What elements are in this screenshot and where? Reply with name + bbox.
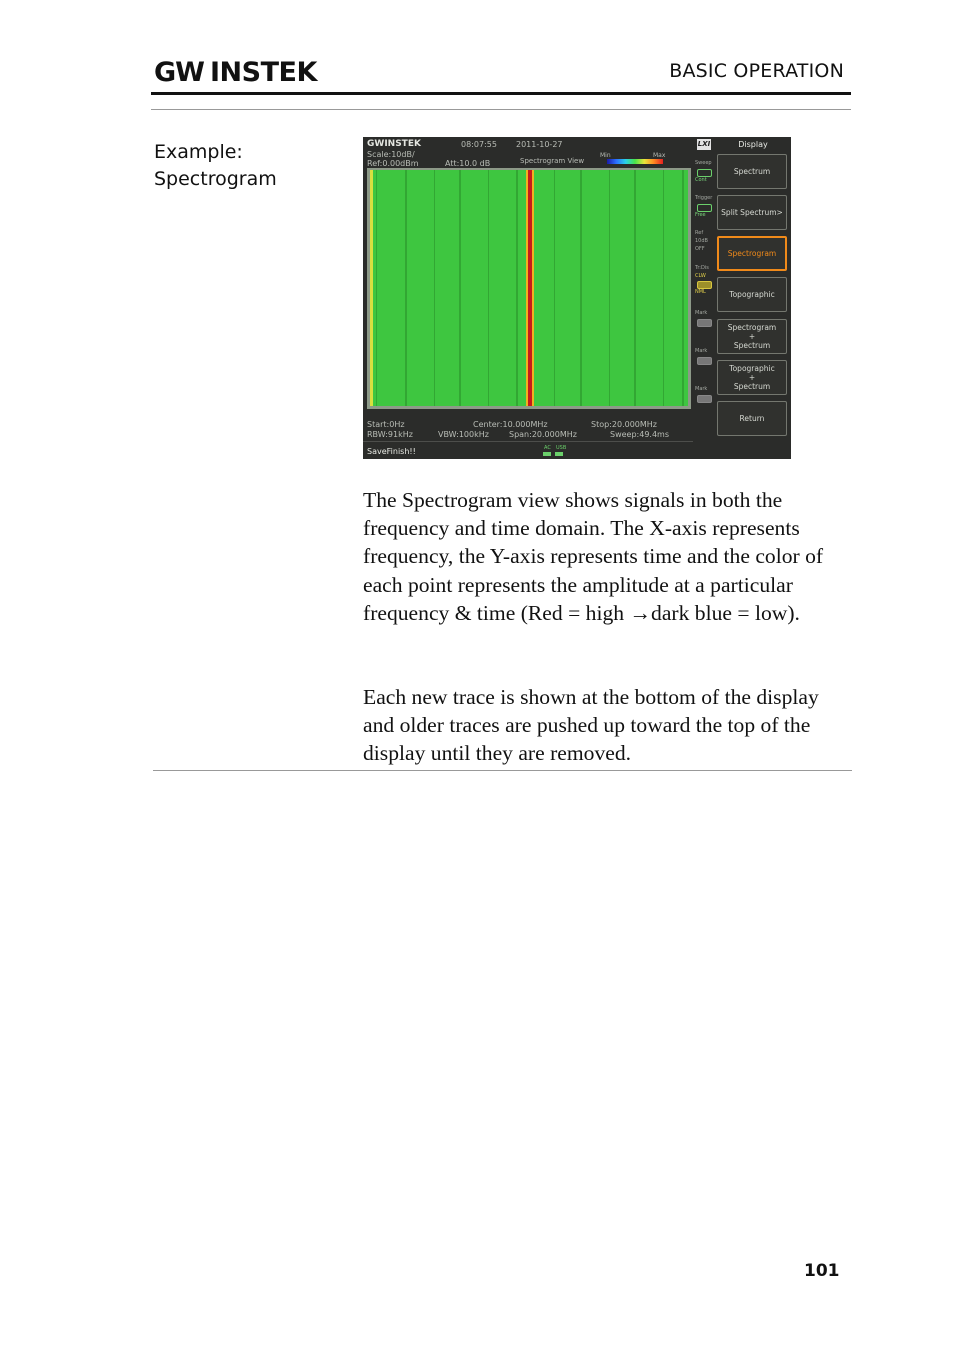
noise-streak xyxy=(405,170,407,406)
screen-usb-label: USB xyxy=(556,445,567,451)
screen-logo: GWINSTEK xyxy=(367,139,421,149)
noise-streak xyxy=(682,170,684,406)
spectrogram-plot xyxy=(367,168,691,409)
softkey-spectrum[interactable]: Spectrum xyxy=(717,154,787,189)
screen-time: 08:07:55 xyxy=(461,140,497,149)
screen-stop: Stop:20.000MHz xyxy=(591,420,657,429)
marker-indicator xyxy=(697,357,712,365)
side-status-column xyxy=(694,157,714,437)
side-label: Mark xyxy=(695,348,708,354)
signal-line xyxy=(528,170,532,406)
screen-ac-label: AC xyxy=(544,445,551,451)
noise-streak xyxy=(376,170,377,406)
softkey-spectrogram-spectrum-label: Spectrogram + Spectrum xyxy=(727,323,777,350)
screen-view-title: Spectrogram View xyxy=(520,157,585,165)
screen-scale: Scale:10dB/ xyxy=(367,150,415,159)
noise-streak xyxy=(554,170,555,406)
side-label: OFF xyxy=(695,246,705,252)
amplitude-color-scale xyxy=(607,159,663,164)
header-rule xyxy=(151,92,851,95)
screen-ref: Ref:0.00dBm xyxy=(367,159,419,168)
section-end-rule xyxy=(153,770,852,771)
noise-streak xyxy=(634,170,636,406)
softkey-return[interactable]: Return xyxy=(717,401,787,436)
side-label: Tr:Dis xyxy=(695,265,709,271)
side-label: Trigger xyxy=(695,195,713,201)
description-paragraph-1: The Spectrogram view shows signals in both the frequency and time domain. The X-axis represents frequency, the Y-axis represents time and the color of each point represents the amplitude at a particular frequency & time (Red = high →dark blue = low). xyxy=(363,488,824,625)
noise-streak xyxy=(434,170,435,406)
softkey-topographic[interactable]: Topographic xyxy=(717,277,787,312)
screen-att: Att:10.0 dB xyxy=(445,159,491,168)
example-label xyxy=(154,139,277,193)
marker-indicator xyxy=(697,319,712,327)
example-label-line1: Example: xyxy=(154,141,243,163)
side-label: Mark xyxy=(695,386,708,392)
example-label-line2: Spectrogram xyxy=(154,168,277,190)
side-label: 10dB xyxy=(695,238,708,244)
menu-title: Display xyxy=(738,140,768,149)
softkey-topographic-spectrum[interactable] xyxy=(717,360,787,395)
screen-center: Center:10.000MHz xyxy=(473,420,548,429)
side-label: Free xyxy=(695,212,706,218)
screen-start: Start:0Hz xyxy=(367,420,405,429)
side-label: Mark xyxy=(695,310,708,316)
noise-streak xyxy=(580,170,582,406)
low-edge-band xyxy=(370,170,373,406)
side-label: Cont xyxy=(695,177,707,183)
svg-text:GW: GW xyxy=(154,57,204,84)
screen-sweep: Sweep:49.4ms xyxy=(610,430,670,439)
softkey-spectrogram[interactable]: Spectrogram xyxy=(717,236,787,271)
screen-rbw: RBW:91kHz xyxy=(367,430,413,439)
status-divider xyxy=(363,441,693,442)
softkey-spectrogram-spectrum[interactable] xyxy=(717,319,787,354)
screen-min-label: Min xyxy=(600,152,611,159)
header-rule-thin xyxy=(151,109,851,110)
side-label: NML xyxy=(695,289,706,295)
page-number: 101 xyxy=(804,1261,840,1281)
noise-streak xyxy=(663,170,664,406)
screen-span: Span:20.000MHz xyxy=(509,430,577,439)
marker-indicator xyxy=(697,395,712,403)
trace-indicator xyxy=(697,281,712,289)
screen-status: SaveFinish!! xyxy=(367,447,416,456)
side-label: Sweep xyxy=(695,160,712,166)
description-paragraph-2: Each new trace is shown at the bottom of the display and older traces are pushed up toward the top of the display until they are removed. xyxy=(363,685,819,766)
screen-date: 2011-10-27 xyxy=(516,140,563,149)
lxi-icon: LXI xyxy=(697,140,711,148)
noise-streak xyxy=(459,170,461,406)
softkey-topographic-spectrum-label: Topographic + Spectrum xyxy=(729,364,775,391)
spectrogram-field xyxy=(370,170,688,406)
section-title: BASIC OPERATION xyxy=(669,60,844,82)
svg-text:INSTEK: INSTEK xyxy=(210,57,317,84)
gw-instek-logo xyxy=(154,56,324,84)
side-label: Ref xyxy=(695,230,704,236)
noise-streak xyxy=(488,170,489,406)
noise-streak xyxy=(609,170,610,406)
spectrogram-screenshot xyxy=(363,137,791,459)
screen-max-label: Max xyxy=(653,152,666,159)
trigger-indicator xyxy=(697,204,712,212)
sweep-indicator xyxy=(697,169,712,177)
side-label: CLW xyxy=(695,273,706,279)
screen-vbw: VBW:100kHz xyxy=(438,430,489,439)
softkey-split-spectrum[interactable]: Split Spectrum> xyxy=(717,195,787,230)
usb-icon xyxy=(541,450,567,459)
noise-streak xyxy=(516,170,518,406)
